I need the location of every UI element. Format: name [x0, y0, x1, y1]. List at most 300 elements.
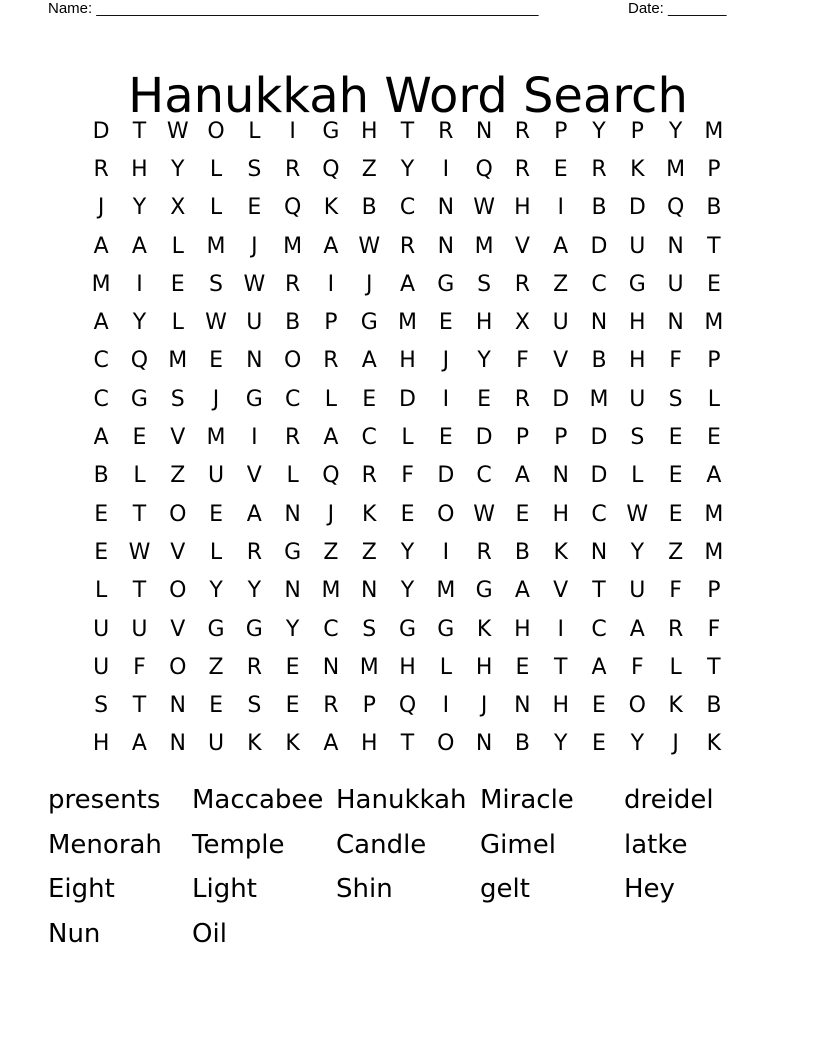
grid-letter[interactable]: R — [323, 348, 339, 374]
grid-letter[interactable]: Y — [592, 118, 606, 144]
grid-letter[interactable]: K — [476, 616, 492, 642]
word-bank-item: latke — [624, 829, 688, 860]
grid-letter[interactable]: A — [629, 616, 645, 642]
grid-letter[interactable]: N — [667, 310, 684, 336]
grid-letter[interactable]: X — [514, 310, 530, 336]
grid-letter[interactable]: Z — [208, 654, 224, 680]
grid-letter[interactable]: T — [132, 693, 147, 719]
grid-letter[interactable]: E — [515, 654, 530, 680]
grid-letter[interactable]: M — [91, 271, 111, 297]
grid-letter[interactable]: F — [516, 348, 529, 374]
grid-letter[interactable]: M — [398, 310, 418, 336]
grid-letter[interactable]: P — [707, 348, 721, 374]
grid-letter[interactable]: S — [209, 271, 224, 297]
grid-letter[interactable]: K — [706, 731, 722, 757]
grid-letter[interactable]: U — [552, 310, 569, 336]
grid-letter[interactable]: N — [360, 578, 378, 604]
grid-letter[interactable]: R — [93, 156, 109, 182]
grid-letter[interactable]: G — [437, 616, 455, 642]
grid-letter[interactable]: L — [95, 578, 108, 604]
word-bank-item: Light — [192, 874, 257, 904]
grid-letter[interactable]: K — [323, 195, 339, 221]
grid-letter[interactable]: F — [133, 654, 146, 680]
grid-letter[interactable]: K — [285, 731, 300, 757]
grid-letter[interactable]: M — [704, 118, 724, 144]
grid-letter[interactable]: J — [97, 195, 105, 221]
grid-letter[interactable]: U — [667, 271, 684, 297]
grid-letter[interactable]: G — [360, 310, 378, 336]
grid-letter[interactable]: N — [437, 195, 455, 221]
grid-letter[interactable]: X — [170, 195, 186, 221]
grid-letter[interactable]: S — [362, 616, 377, 642]
grid-letter[interactable]: E — [400, 501, 415, 527]
grid-letter[interactable]: W — [626, 501, 649, 527]
grid-letter[interactable]: R — [399, 233, 416, 259]
grid-letter[interactable]: C — [323, 616, 339, 642]
grid-letter[interactable]: Z — [668, 539, 684, 565]
grid-letter[interactable]: F — [669, 578, 682, 604]
grid-letter[interactable]: U — [93, 654, 110, 680]
grid-letter[interactable]: H — [399, 654, 416, 680]
grid-letter[interactable]: C — [591, 616, 607, 642]
grid-letter[interactable]: I — [557, 616, 564, 642]
grid-letter[interactable]: A — [93, 310, 109, 336]
grid-letter[interactable]: P — [630, 118, 644, 144]
grid-letter[interactable]: O — [628, 693, 646, 719]
grid-letter[interactable]: O — [437, 501, 455, 527]
grid-letter[interactable]: U — [207, 731, 225, 757]
grid-letter[interactable]: R — [514, 118, 531, 144]
grid-letter[interactable]: B — [706, 693, 722, 719]
grid-letter[interactable]: E — [209, 501, 223, 527]
grid-letter[interactable]: T — [400, 731, 415, 757]
grid-letter[interactable]: K — [668, 693, 683, 719]
grid-letter[interactable]: T — [707, 233, 721, 259]
grid-letter[interactable]: M — [436, 578, 456, 604]
grid-letter[interactable]: C — [591, 501, 607, 527]
grid-letter[interactable]: N — [169, 693, 186, 719]
grid-letter[interactable]: J — [212, 386, 220, 412]
grid-letter[interactable]: M — [283, 233, 303, 259]
grid-letter[interactable]: T — [707, 654, 721, 680]
grid-letter[interactable]: I — [289, 118, 296, 144]
grid-letter[interactable]: A — [131, 731, 147, 757]
grid-letter[interactable]: J — [480, 693, 488, 719]
grid-letter[interactable]: R — [323, 693, 339, 719]
grid-letter[interactable]: R — [514, 271, 531, 297]
grid-letter[interactable]: R — [667, 616, 684, 642]
grid-letter[interactable]: E — [592, 731, 606, 757]
grid-letter[interactable]: R — [246, 539, 262, 565]
grid-letter[interactable]: L — [439, 654, 452, 680]
grid-letter[interactable]: G — [398, 616, 417, 642]
grid-letter[interactable]: Q — [322, 156, 340, 182]
grid-letter[interactable]: Q — [398, 693, 417, 719]
grid-letter[interactable]: A — [399, 271, 416, 297]
grid-letter[interactable]: E — [132, 425, 147, 451]
grid-letter[interactable]: E — [592, 693, 606, 719]
grid-letter[interactable]: R — [591, 156, 607, 182]
grid-letter[interactable]: U — [246, 310, 263, 336]
grid-letter[interactable]: T — [400, 118, 415, 144]
grid-letter[interactable]: W — [128, 539, 151, 565]
grid-letter[interactable]: A — [246, 501, 262, 527]
grid-letter[interactable]: U — [629, 578, 646, 604]
grid-letter[interactable]: R — [514, 156, 531, 182]
grid-letter[interactable]: M — [474, 233, 494, 259]
grid-letter[interactable]: E — [285, 654, 300, 680]
grid-letter[interactable]: K — [553, 539, 568, 565]
grid-letter[interactable]: N — [322, 654, 340, 680]
grid-letter[interactable]: V — [246, 463, 262, 489]
grid-letter[interactable]: O — [169, 578, 187, 604]
grid-letter[interactable]: R — [361, 463, 377, 489]
grid-letter[interactable]: O — [437, 731, 455, 757]
grid-letter[interactable]: Y — [171, 156, 185, 182]
grid-letter[interactable]: Q — [666, 195, 685, 221]
grid-letter[interactable]: Y — [285, 616, 300, 642]
grid-letter[interactable]: E — [94, 539, 109, 565]
grid-letter[interactable]: C — [361, 425, 377, 451]
grid-letter[interactable]: W — [243, 271, 266, 297]
grid-letter[interactable]: V — [514, 233, 530, 259]
grid-letter[interactable]: L — [171, 310, 184, 336]
grid-letter[interactable]: A — [591, 654, 607, 680]
grid-letter[interactable]: U — [629, 386, 646, 412]
grid-letter[interactable]: R — [476, 539, 492, 565]
grid-letter[interactable]: Y — [132, 310, 147, 336]
grid-letter[interactable]: Q — [283, 195, 302, 221]
grid-letter[interactable]: N — [284, 578, 301, 604]
grid-letter[interactable]: Z — [323, 539, 339, 565]
grid-letter[interactable]: V — [553, 578, 569, 604]
grid-letter[interactable]: E — [668, 463, 683, 489]
grid-letter[interactable]: G — [322, 118, 340, 144]
grid-letter[interactable]: A — [361, 348, 377, 374]
grid-letter[interactable]: C — [284, 386, 301, 412]
grid-letter[interactable]: H — [514, 195, 531, 221]
grid-letter[interactable]: Z — [553, 271, 569, 297]
grid-letter[interactable]: D — [399, 386, 416, 412]
grid-letter[interactable]: A — [514, 463, 530, 489]
grid-letter[interactable]: M — [206, 425, 226, 451]
grid-letter[interactable]: H — [360, 118, 378, 144]
grid-letter[interactable]: S — [247, 156, 262, 182]
grid-letter[interactable]: B — [93, 463, 109, 489]
grid-letter[interactable]: Y — [400, 578, 415, 604]
grid-letter[interactable]: M — [359, 654, 379, 680]
grid-letter[interactable]: P — [324, 310, 338, 336]
grid-letter[interactable]: N — [246, 348, 263, 374]
grid-letter[interactable]: N — [552, 463, 569, 489]
grid-letter[interactable]: T — [132, 501, 147, 527]
grid-letter[interactable]: A — [323, 233, 339, 259]
grid-letter[interactable]: Y — [553, 731, 568, 757]
word-bank-item: Hey — [624, 874, 675, 904]
grid-letter[interactable]: N — [169, 731, 186, 757]
word-bank-item: Hanukkah — [336, 785, 467, 815]
grid-letter[interactable]: I — [251, 425, 258, 451]
grid-letter[interactable]: L — [209, 156, 223, 182]
grid-letter[interactable]: Y — [477, 348, 491, 374]
grid-letter[interactable]: L — [401, 425, 414, 451]
grid-letter[interactable]: G — [245, 616, 263, 642]
grid-letter[interactable]: J — [365, 271, 373, 297]
grid-letter[interactable]: I — [442, 693, 450, 719]
grid-letter[interactable]: R — [438, 118, 454, 144]
grid-letter[interactable]: E — [668, 501, 683, 527]
grid-letter[interactable]: G — [628, 271, 646, 297]
grid-letter[interactable]: J — [327, 501, 335, 527]
grid-letter[interactable]: U — [629, 233, 646, 259]
grid-letter[interactable]: A — [323, 425, 339, 451]
grid-letter[interactable]: B — [591, 195, 607, 221]
grid-letter[interactable]: G — [245, 386, 263, 412]
grid-letter[interactable]: E — [515, 501, 530, 527]
grid-letter[interactable]: R — [514, 386, 531, 412]
word-bank-item: Maccabee — [192, 785, 324, 815]
grid-letter[interactable]: K — [247, 731, 262, 757]
grid-letter[interactable]: E — [285, 693, 300, 719]
grid-letter[interactable]: B — [514, 539, 530, 565]
grid-letter[interactable]: S — [94, 693, 109, 719]
grid-letter[interactable]: A — [553, 233, 569, 259]
grid-letter[interactable]: E — [668, 425, 683, 451]
word-bank — [48, 778, 768, 956]
grid-letter[interactable]: E — [438, 310, 453, 336]
grid-letter[interactable]: W — [205, 310, 227, 336]
grid-letter[interactable]: U — [207, 463, 225, 489]
grid-letter[interactable]: T — [132, 578, 147, 604]
grid-letter[interactable]: J — [442, 348, 450, 374]
grid-letter[interactable]: N — [590, 539, 608, 565]
grid-letter[interactable]: P — [515, 425, 530, 451]
grid-letter[interactable]: O — [169, 654, 187, 680]
grid-letter[interactable]: N — [475, 118, 493, 144]
grid-letter[interactable]: S — [170, 386, 185, 412]
grid-letter[interactable]: Y — [630, 539, 645, 565]
grid-letter[interactable]: Y — [668, 118, 683, 144]
grid-letter[interactable]: T — [132, 118, 147, 144]
name-field-label[interactable]: Name: _____________________________________________________ — [48, 0, 539, 17]
grid-letter[interactable]: A — [323, 731, 339, 757]
grid-letter[interactable]: G — [207, 616, 225, 642]
grid-letter[interactable]: W — [473, 195, 495, 221]
grid-letter[interactable]: R — [246, 654, 262, 680]
grid-letter[interactable]: Q — [322, 463, 340, 489]
grid-letter[interactable]: U — [93, 616, 110, 642]
grid-letter[interactable]: G — [284, 539, 302, 565]
grid-letter[interactable]: Z — [170, 463, 186, 489]
grid-letter[interactable]: T — [553, 654, 568, 680]
grid-letter[interactable]: S — [630, 425, 645, 451]
grid-letter[interactable]: D — [437, 463, 455, 489]
grid-letter[interactable]: E — [706, 425, 721, 451]
grid-letter[interactable]: R — [284, 425, 301, 451]
grid-letter[interactable]: A — [93, 425, 109, 451]
date-field-label[interactable]: Date: _______ — [628, 0, 727, 17]
grid-letter[interactable]: C — [93, 348, 109, 374]
grid-letter[interactable]: W — [358, 233, 381, 259]
grid-letter[interactable]: C — [476, 463, 492, 489]
grid-letter[interactable]: J — [251, 233, 258, 259]
grid-letter[interactable]: C — [591, 271, 607, 297]
grid-letter[interactable]: H — [514, 616, 531, 642]
grid-letter[interactable]: V — [553, 348, 569, 374]
grid-letter[interactable]: S — [477, 271, 492, 297]
grid-letter[interactable]: E — [170, 271, 185, 297]
grid-letter[interactable]: P — [362, 693, 376, 719]
grid-letter[interactable]: E — [438, 425, 453, 451]
grid-letter[interactable]: L — [209, 195, 223, 221]
grid-letter[interactable]: M — [589, 386, 609, 412]
grid-letter[interactable]: H — [92, 731, 110, 757]
grid-letter[interactable]: Z — [361, 156, 377, 182]
grid-letter[interactable]: V — [170, 539, 186, 565]
grid-letter[interactable]: F — [707, 616, 721, 642]
grid-letter[interactable]: L — [631, 463, 644, 489]
grid-letter[interactable]: D — [628, 195, 646, 221]
grid-letter[interactable]: Y — [209, 578, 223, 604]
grid-letter[interactable]: F — [630, 654, 644, 680]
grid-letter[interactable]: P — [707, 578, 721, 604]
grid-letter[interactable]: H — [360, 731, 378, 757]
grid-letter[interactable]: V — [170, 616, 186, 642]
grid-letter[interactable]: D — [552, 386, 570, 412]
grid-letter[interactable]: I — [557, 195, 564, 221]
grid-letter[interactable]: N — [475, 731, 493, 757]
grid-letter[interactable]: Q — [475, 156, 493, 182]
grid-letter[interactable]: E — [362, 386, 377, 412]
grid-letter[interactable]: W — [473, 501, 495, 527]
grid-letter[interactable]: N — [514, 693, 531, 719]
grid-letter[interactable]: Y — [132, 195, 147, 221]
grid-letter[interactable]: G — [437, 271, 455, 297]
grid-letter[interactable]: B — [285, 310, 301, 336]
grid-letter[interactable]: A — [131, 233, 147, 259]
grid-letter[interactable]: E — [553, 156, 568, 182]
grid-letter[interactable]: W — [166, 118, 189, 144]
grid-letter[interactable]: D — [590, 463, 608, 489]
grid-letter[interactable]: C — [399, 195, 416, 221]
grid-letter[interactable]: H — [475, 654, 493, 680]
word-bank-item: Temple — [192, 829, 285, 860]
grid-letter[interactable]: P — [707, 156, 721, 182]
grid-letter[interactable]: A — [706, 463, 722, 489]
grid-letter[interactable]: J — [672, 731, 679, 757]
grid-letter[interactable]: T — [592, 578, 606, 604]
grid-letter[interactable]: E — [209, 693, 223, 719]
grid-letter[interactable]: U — [131, 616, 148, 642]
grid-letter[interactable]: G — [130, 386, 148, 412]
grid-letter[interactable]: L — [133, 463, 146, 489]
grid-letter[interactable]: H — [552, 693, 569, 719]
grid-letter[interactable]: Z — [361, 539, 377, 565]
grid-letter[interactable]: L — [707, 386, 721, 412]
grid-letter[interactable]: M — [704, 310, 724, 336]
letter-grid — [82, 112, 733, 763]
grid-letter[interactable]: M — [704, 501, 724, 527]
grid-letter[interactable]: H — [131, 156, 148, 182]
grid-letter[interactable]: Q — [130, 348, 149, 374]
grid-letter[interactable]: B — [514, 731, 530, 757]
grid-letter[interactable]: E — [94, 501, 109, 527]
grid-letter[interactable]: N — [437, 233, 455, 259]
grid-letter[interactable]: L — [209, 539, 223, 565]
grid-letter[interactable]: K — [362, 501, 377, 527]
grid-letter[interactable]: M — [666, 156, 686, 182]
page-title: Hanukkah Word Search — [128, 68, 688, 125]
grid-letter[interactable]: E — [247, 195, 262, 221]
grid-letter[interactable]: P — [554, 118, 568, 144]
grid-letter[interactable]: R — [284, 271, 301, 297]
grid-letter[interactable]: H — [629, 348, 646, 374]
grid-letter[interactable]: H — [399, 348, 416, 374]
grid-letter[interactable]: N — [590, 310, 608, 336]
grid-letter[interactable]: L — [324, 386, 338, 412]
grid-letter[interactable]: E — [706, 271, 721, 297]
grid-letter[interactable]: D — [92, 118, 110, 144]
grid-letter[interactable]: M — [704, 539, 724, 565]
grid-letter[interactable]: R — [284, 156, 301, 182]
grid-letter[interactable]: Y — [630, 731, 645, 757]
grid-letter[interactable]: A — [93, 233, 109, 259]
grid-letter[interactable]: H — [475, 310, 493, 336]
grid-letter[interactable]: E — [209, 348, 223, 374]
grid-letter[interactable]: B — [591, 348, 607, 374]
grid-letter[interactable]: B — [361, 195, 377, 221]
grid-letter[interactable]: B — [706, 195, 722, 221]
grid-letter[interactable]: N — [667, 233, 684, 259]
grid-letter[interactable]: L — [171, 233, 184, 259]
grid-letter[interactable]: O — [283, 348, 302, 374]
grid-letter[interactable]: D — [590, 425, 608, 451]
grid-letter[interactable]: Y — [247, 578, 262, 604]
grid-letter[interactable]: O — [207, 118, 225, 144]
grid-letter[interactable]: O — [169, 501, 187, 527]
grid-letter[interactable]: H — [629, 310, 646, 336]
grid-letter[interactable]: A — [514, 578, 530, 604]
grid-letter[interactable]: M — [168, 348, 188, 374]
grid-letter[interactable]: P — [554, 425, 568, 451]
grid-letter[interactable]: L — [286, 463, 299, 489]
grid-letter[interactable]: I — [442, 539, 450, 565]
grid-letter[interactable]: Y — [400, 156, 415, 182]
grid-letter[interactable]: F — [669, 348, 682, 374]
grid-letter[interactable]: S — [247, 693, 262, 719]
grid-letter[interactable]: L — [669, 654, 682, 680]
grid-letter[interactable]: N — [284, 501, 301, 527]
grid-letter[interactable]: G — [475, 578, 493, 604]
grid-letter[interactable]: I — [327, 271, 335, 297]
grid-letter[interactable]: S — [668, 386, 683, 412]
grid-letter[interactable]: I — [136, 271, 143, 297]
grid-letter[interactable]: M — [206, 233, 226, 259]
grid-letter[interactable]: L — [248, 118, 261, 144]
grid-letter[interactable]: I — [442, 386, 450, 412]
grid-letter[interactable]: Y — [400, 539, 415, 565]
grid-letter[interactable]: M — [321, 578, 341, 604]
grid-letter[interactable]: I — [442, 156, 450, 182]
grid-letter[interactable]: E — [477, 386, 492, 412]
grid-letter[interactable]: D — [475, 425, 493, 451]
grid-letter[interactable]: V — [170, 425, 186, 451]
grid-letter[interactable]: F — [401, 463, 414, 489]
grid-letter[interactable]: C — [93, 386, 109, 412]
grid-letter[interactable]: H — [552, 501, 569, 527]
grid-letter[interactable]: D — [590, 233, 608, 259]
grid-letter[interactable]: K — [630, 156, 645, 182]
